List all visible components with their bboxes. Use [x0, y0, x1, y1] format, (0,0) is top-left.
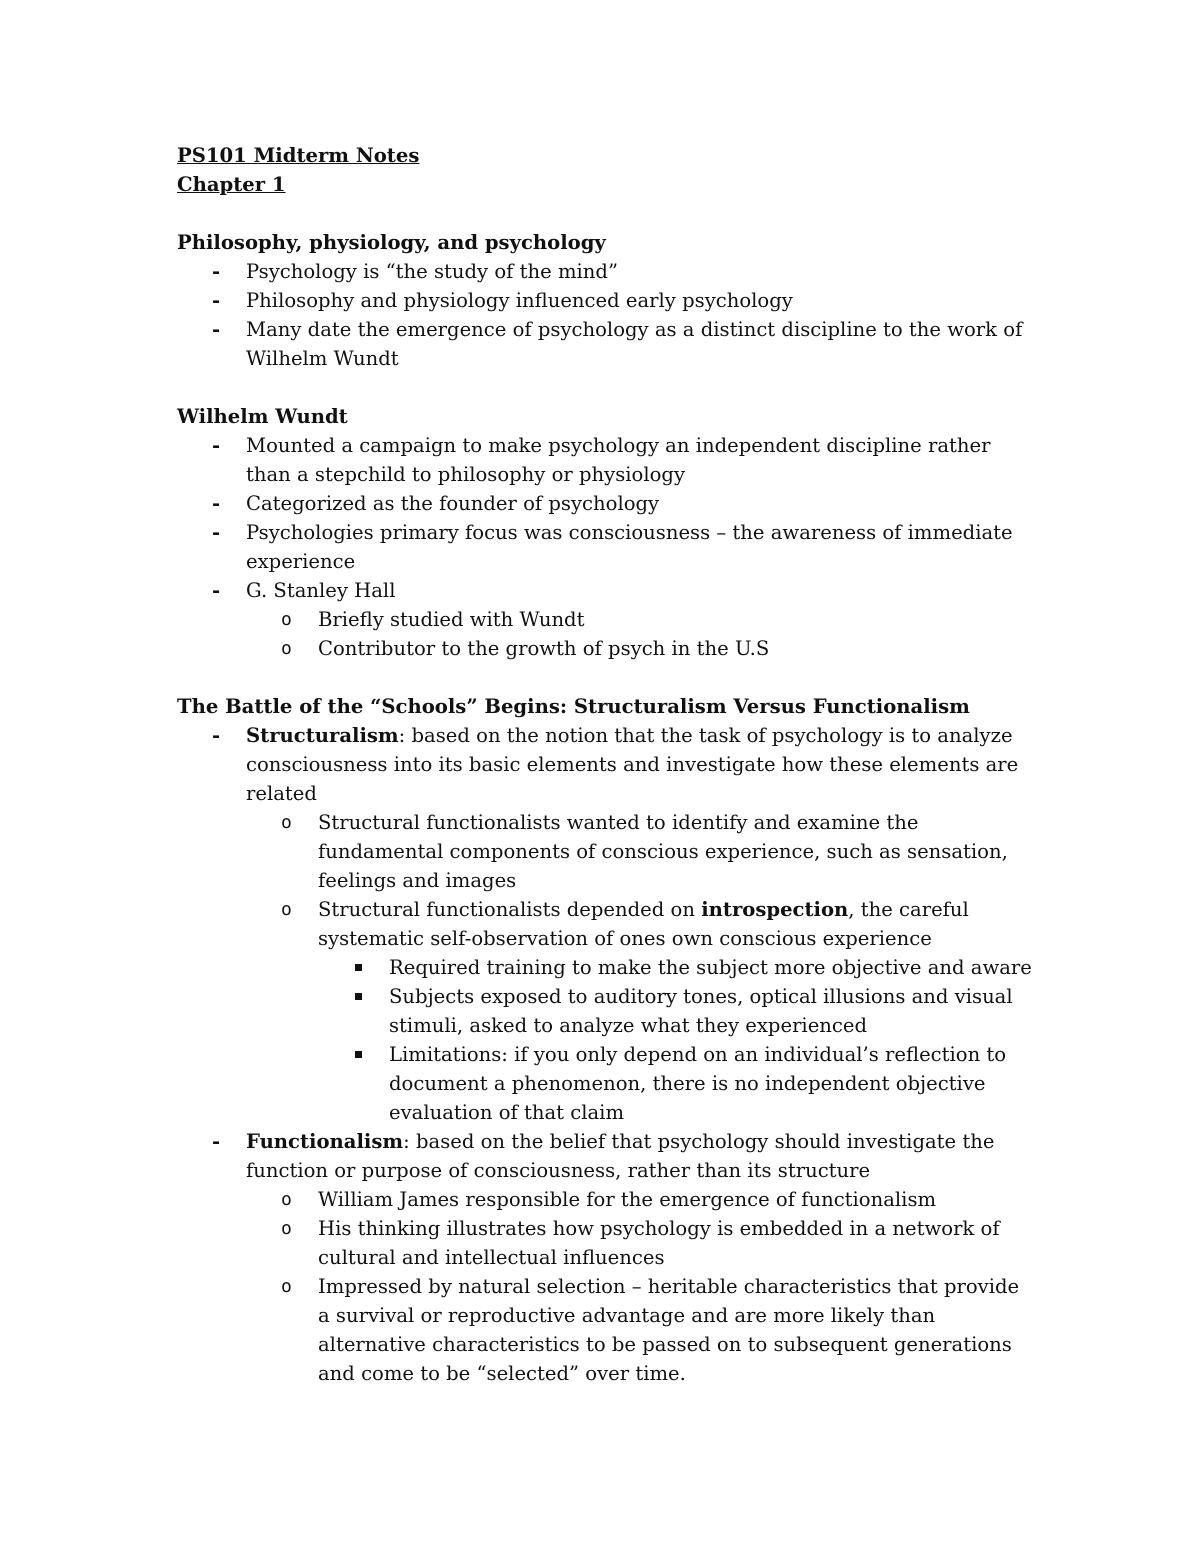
functionalism-definition: : based on the belief that psychology should investigate the function or purpose of consciousness, rather than its structure	[246, 1130, 995, 1182]
sub-list-item-text: Briefly studied with Wundt	[318, 608, 585, 631]
sub-list-item-text: William James responsible for the emergence of functionalism	[318, 1188, 937, 1211]
list-item-text: Mounted a campaign to make psychology an independent discipline rather than a stepchild to philosophy or physiology	[246, 434, 991, 486]
list-item	[177, 257, 1037, 286]
circle-bullet: o	[281, 1189, 292, 1210]
square-bullet-icon	[355, 993, 362, 1000]
circle-bullet: o	[281, 638, 292, 659]
spacer	[177, 663, 1037, 692]
section-heading-philosophy: Philosophy, physiology, and psychology	[177, 231, 606, 254]
dash-bullet: -	[212, 318, 221, 341]
functionalism-term: Functionalism	[246, 1130, 404, 1153]
list-item-text: Psychologies primary focus was consciousness – the awareness of immediate experience	[246, 521, 1013, 573]
dash-bullet: -	[212, 260, 221, 283]
structuralism-definition: : based on the notion that the task of psychology is to analyze consciousness into its basic elements and investigate how these elements are related	[246, 724, 1019, 805]
sub-list-item-text: His thinking illustrates how psychology is embedded in a network of cultural and intellectual influences	[318, 1217, 1000, 1269]
dash-bullet: -	[212, 434, 221, 457]
introspection-term: introspection	[701, 898, 849, 921]
list-item	[177, 315, 1037, 373]
square-bullet-icon	[355, 1051, 362, 1058]
sub-list-item	[177, 605, 1037, 634]
list-item	[177, 576, 1037, 605]
spacer	[177, 199, 1037, 228]
list-item-functionalism	[177, 1127, 1037, 1185]
list-item-text: Many date the emergence of psychology as a distinct discipline to the work of Wilhelm Wundt	[246, 318, 1023, 370]
sub-list-item	[177, 1272, 1037, 1388]
circle-bullet: o	[281, 1276, 292, 1297]
list-item	[177, 286, 1037, 315]
list-item-text: Philosophy and physiology influenced early psychology	[246, 289, 793, 312]
list-item-text: Categorized as the founder of psychology	[246, 492, 660, 515]
square-list-item	[177, 953, 1037, 982]
sub-list-item	[177, 808, 1037, 895]
list-item	[177, 431, 1037, 489]
dash-bullet: -	[212, 521, 221, 544]
sub-list-item-text: Contributor to the growth of psych in the U.S	[318, 637, 770, 660]
list-item	[177, 489, 1037, 518]
circle-bullet: o	[281, 899, 292, 920]
square-list-item-text: Subjects exposed to auditory tones, optical illusions and visual stimuli, asked to analyze what they experienced	[389, 985, 1013, 1037]
structuralism-term: Structuralism	[246, 724, 399, 747]
circle-bullet: o	[281, 812, 292, 833]
sub-list-item	[177, 1185, 1037, 1214]
square-list-item	[177, 982, 1037, 1040]
circle-bullet: o	[281, 1218, 292, 1239]
chapter-title: Chapter 1	[177, 173, 286, 196]
dash-bullet: -	[212, 579, 221, 602]
circle-bullet: o	[281, 609, 292, 630]
sub-list-item	[177, 1214, 1037, 1272]
sub-list-item	[177, 895, 1037, 953]
section-heading-wundt: Wilhelm Wundt	[177, 405, 348, 428]
schools-list	[177, 721, 1037, 1388]
square-list-item-text: Limitations: if you only depend on an individual’s reflection to document a phenomenon, there is no independent objective evaluation of that claim	[389, 1043, 1007, 1124]
list-item-text: Psychology is “the study of the mind”	[246, 260, 618, 283]
wundt-list	[177, 431, 1037, 663]
sub-list-item	[177, 634, 1037, 663]
sub-list-item-text: , the careful systematic self-observation of ones own conscious experience	[318, 898, 969, 950]
list-item	[177, 518, 1037, 576]
list-item-structuralism	[177, 721, 1037, 808]
square-list-item	[177, 1040, 1037, 1127]
square-list-item-text: Required training to make the subject more objective and aware	[389, 956, 1032, 979]
dash-bullet: -	[212, 724, 221, 747]
document-page	[177, 141, 1037, 1388]
dash-bullet: -	[212, 289, 221, 312]
dash-bullet: -	[212, 492, 221, 515]
section-heading-schools: The Battle of the “Schools” Begins: Structuralism Versus Functionalism	[177, 695, 970, 718]
square-bullet-icon	[355, 964, 362, 971]
list-item-text: G. Stanley Hall	[246, 579, 396, 602]
sub-list-item-text: Structural functionalists wanted to identify and examine the fundamental components of conscious experience, such as sensation, feelings and images	[318, 811, 1008, 892]
document-title: PS101 Midterm Notes	[177, 144, 420, 167]
sub-list-item-text: Impressed by natural selection – heritable characteristics that provide a survival or reproductive advantage and are more likely than alternative characteristics to be passed on to subsequent generations and come to be “selected” over time.	[318, 1275, 1020, 1385]
sub-list-item-text: Structural functionalists depended on	[318, 898, 702, 921]
spacer	[177, 373, 1037, 402]
dash-bullet: -	[212, 1130, 221, 1153]
philosophy-list	[177, 257, 1037, 373]
